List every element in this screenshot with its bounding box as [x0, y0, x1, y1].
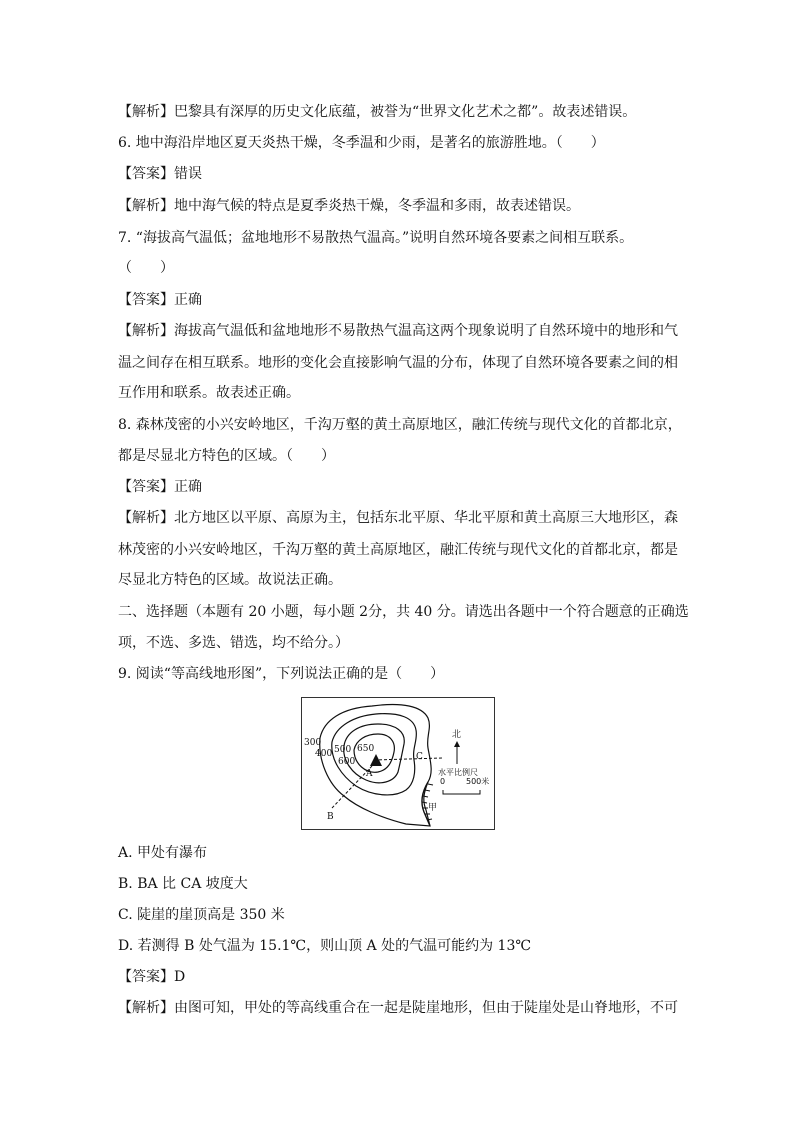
contour-label-650: 650	[357, 744, 375, 754]
point-label-c: C	[416, 752, 423, 762]
analysis-q6: 【解析】地中海气候的特点是夏季炎热干燥，冬季温和多雨，故表述错误。	[118, 198, 580, 214]
question-8-line2: 都是尽显北方特色的区域。（ ）	[118, 448, 335, 464]
option-d: D. 若测得 B 处气温为 15.1℃，则山顶 A 处的气温可能约为 13℃	[118, 938, 532, 954]
contour-label-400: 400	[315, 749, 333, 759]
scale-title: 水平比例尺	[438, 768, 478, 777]
answer-q7: 【答案】正确	[118, 292, 202, 308]
scale-bar	[443, 790, 480, 794]
option-c: C. 陡崖的崖顶高是 350 米	[118, 907, 285, 923]
section-two-heading-line2: 项，不选、多选、错选，均不给分。）	[118, 635, 349, 651]
analysis-q5: 【解析】巴黎具有深厚的历史文化底蕴，被誉为“世界文化艺术之都”。故表述错误。	[118, 104, 637, 120]
answer-q8: 【答案】正确	[118, 479, 202, 495]
question-7-bracket: （ ）	[118, 260, 174, 276]
contour-map-figure	[301, 697, 495, 830]
question-9: 9. 阅读“等高线地形图”，下列说法正确的是（ ）	[118, 666, 445, 682]
point-label-a: A	[366, 769, 373, 779]
dashed-line-ca	[374, 758, 442, 760]
answer-q9: 【答案】D	[118, 969, 186, 985]
analysis-q7-line2: 温之间存在相互联系。地形的变化会直接影响气温的分布，体现了自然环境各要素之间的相	[118, 355, 678, 371]
point-label-b: B	[327, 812, 334, 822]
section-two-heading-line1: 二、选择题（本题有 20 小题，每小题 2分，共 40 分。请选出各题中一个符合题意的正确选	[118, 604, 689, 620]
question-6: 6. 地中海沿岸地区夏天炎热干燥，冬季温和少雨，是著名的旅游胜地。（ ）	[118, 135, 605, 151]
contour-label-300: 300	[304, 738, 322, 748]
contour-map-svg	[302, 698, 496, 831]
analysis-q8-line1: 【解析】北方地区以平原、高原为主，包括东北平原、华北平原和黄土高原三大地形区，森	[118, 510, 678, 526]
question-7: 7. “海拔高气温低；盆地地形不易散热气温高。”说明自然环境各要素之间相互联系。	[118, 230, 634, 246]
analysis-q8-line3: 尽显北方特色的区域。故说法正确。	[118, 572, 342, 588]
answer-q6: 【答案】错误	[118, 166, 202, 182]
contour-label-500: 500	[334, 745, 352, 755]
contour-label-600: 600	[338, 757, 356, 767]
scale-end: 500米	[466, 777, 490, 786]
analysis-q9: 【解析】由图可知，甲处的等高线重合在一起是陡崖地形，但由于陡崖处是山脊地形，不可	[118, 1000, 678, 1016]
analysis-q8-line2: 林茂密的小兴安岭地区，千沟万壑的黄土高原地区，融汇传统与现代文化的首都北京，都是	[118, 542, 678, 558]
option-a: A. 甲处有瀑布	[118, 845, 208, 861]
point-label-jia: 甲	[428, 803, 438, 813]
analysis-q7-line3: 互作用和联系。故表述正确。	[118, 385, 300, 401]
option-b: B. BA 比 CA 坡度大	[118, 876, 248, 892]
analysis-q7-line1: 【解析】海拔高气温低和盆地地形不易散热气温高这两个现象说明了自然环境中的地形和气	[118, 323, 678, 339]
question-8-line1: 8. 森林茂密的小兴安岭地区，千沟万壑的黄土高原地区，融汇传统与现代文化的首都北京，	[118, 417, 682, 433]
scale-zero: 0	[440, 777, 446, 786]
north-label: 北	[452, 730, 462, 740]
